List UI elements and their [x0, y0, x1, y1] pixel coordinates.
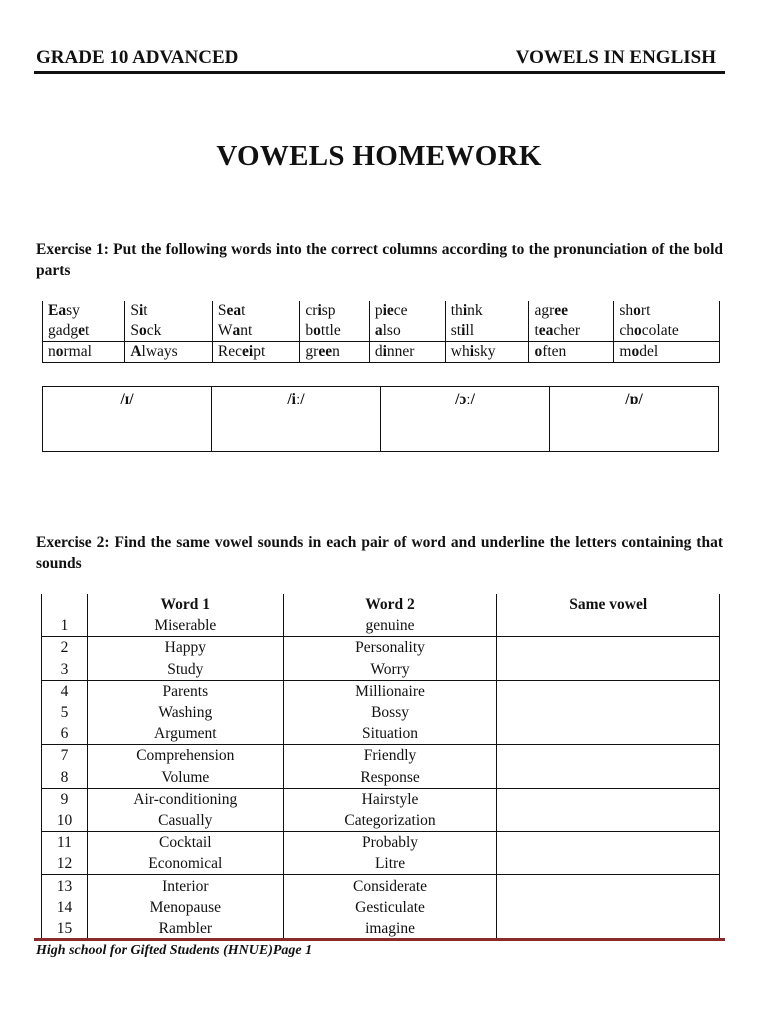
row-number: 1: [42, 615, 88, 637]
word-cell: piece: [369, 301, 445, 321]
word-cell: also: [369, 321, 445, 342]
word-cell: Easy: [43, 301, 125, 321]
word2-cell: Response: [283, 767, 497, 789]
word2-cell: Situation: [283, 723, 497, 745]
word-cell: normal: [43, 342, 125, 363]
word1-cell: Miserable: [87, 615, 283, 637]
word-row: [43, 321, 720, 342]
word1-cell: Study: [87, 659, 283, 681]
word-cell: whisky: [445, 342, 529, 363]
row-number: 14: [42, 897, 88, 918]
table-header-row: [42, 594, 720, 615]
word-cell: Receipt: [212, 342, 300, 363]
word1-cell: Air-conditioning: [87, 788, 283, 810]
word2-cell: Categorization: [283, 810, 497, 832]
exercise2-instruction: Exercise 2: Find the same vowel sounds in each pair of word and underline the letters containing that sounds: [36, 534, 723, 572]
page-title: VOWELS HOMEWORK: [216, 140, 542, 172]
word-cell: agree: [529, 301, 614, 321]
row-number: 6: [42, 723, 88, 745]
ipa-column-header: /ɔː/: [381, 387, 550, 452]
word1-header: Word 1: [87, 594, 283, 615]
word2-cell: Bossy: [283, 702, 497, 723]
row-number: 9: [42, 788, 88, 810]
word1-cell: Rambler: [87, 918, 283, 939]
word2-cell: Friendly: [283, 745, 497, 767]
row-number: 15: [42, 918, 88, 939]
word-cell: chocolate: [614, 321, 720, 342]
word1-cell: Comprehension: [87, 745, 283, 767]
footer-text: High school for Gifted Students (HNUE)Page 1: [36, 943, 313, 958]
word-cell: green: [300, 342, 369, 363]
word-row: [43, 342, 720, 363]
word1-cell: Happy: [87, 637, 283, 659]
exercise1-word-table: [42, 301, 720, 363]
word2-cell: Hairstyle: [283, 788, 497, 810]
word1-cell: Economical: [87, 853, 283, 875]
same-vowel-cell[interactable]: [497, 832, 720, 875]
row-number: 12: [42, 853, 88, 875]
word2-cell: Considerate: [283, 875, 497, 897]
ipa-column-header: /iː/: [212, 387, 381, 452]
row-number: 7: [42, 745, 88, 767]
word-cell: bottle: [300, 321, 369, 342]
same-vowel-cell[interactable]: [497, 875, 720, 939]
word1-cell: Cocktail: [87, 832, 283, 854]
word-cell: crisp: [300, 301, 369, 321]
word-cell: gadget: [43, 321, 125, 342]
word2-cell: imagine: [283, 918, 497, 939]
exercise1-answer-table: [42, 386, 719, 452]
exercise1-instruction: Exercise 1: Put the following words into the correct columns according to the pronunciation of the bold parts: [36, 241, 723, 279]
word-cell: Seat: [212, 301, 300, 321]
table-row: [42, 680, 720, 702]
word-cell: still: [445, 321, 529, 342]
word2-cell: Litre: [283, 853, 497, 875]
same-vowel-cell[interactable]: [497, 680, 720, 745]
word-cell: dinner: [369, 342, 445, 363]
num-header: [42, 594, 88, 615]
row-number: 5: [42, 702, 88, 723]
header-divider: [34, 71, 725, 74]
word-cell: short: [614, 301, 720, 321]
same-vowel-cell[interactable]: [497, 745, 720, 788]
row-number: 2: [42, 637, 88, 659]
word1-cell: Parents: [87, 680, 283, 702]
word-cell: Sock: [125, 321, 213, 342]
row-number: 11: [42, 832, 88, 854]
table-row: [42, 788, 720, 810]
word2-cell: genuine: [283, 615, 497, 637]
row-number: 4: [42, 680, 88, 702]
table-row: [42, 875, 720, 897]
table-row: [42, 637, 720, 659]
exercise2-pairs-table: [41, 594, 720, 940]
row-number: 13: [42, 875, 88, 897]
header-grade: GRADE 10 ADVANCED: [36, 47, 239, 68]
word1-cell: Washing: [87, 702, 283, 723]
row-number: 3: [42, 659, 88, 681]
word1-cell: Casually: [87, 810, 283, 832]
word-cell: Always: [125, 342, 213, 363]
table-row: [42, 832, 720, 854]
same-vowel-header: Same vowel: [497, 594, 720, 637]
word2-cell: Worry: [283, 659, 497, 681]
ipa-column-header: /ɒ/: [550, 387, 719, 452]
word1-cell: Interior: [87, 875, 283, 897]
same-vowel-cell[interactable]: [497, 788, 720, 831]
word-cell: model: [614, 342, 720, 363]
word2-header: Word 2: [283, 594, 497, 615]
row-number: 10: [42, 810, 88, 832]
word-cell: Want: [212, 321, 300, 342]
word-cell: think: [445, 301, 529, 321]
word-cell: teacher: [529, 321, 614, 342]
word2-cell: Personality: [283, 637, 497, 659]
word2-cell: Gesticulate: [283, 897, 497, 918]
word1-cell: Volume: [87, 767, 283, 789]
word-cell: Sit: [125, 301, 213, 321]
word2-cell: Millionaire: [283, 680, 497, 702]
row-number: 8: [42, 767, 88, 789]
ipa-column-header: /ɪ/: [43, 387, 212, 452]
same-vowel-cell[interactable]: [497, 637, 720, 680]
word2-cell: Probably: [283, 832, 497, 854]
footer-divider: [34, 938, 725, 941]
word-row: [43, 301, 720, 321]
word1-cell: Menopause: [87, 897, 283, 918]
word-cell: often: [529, 342, 614, 363]
header-topic: VOWELS IN ENGLISH: [515, 47, 716, 68]
table-row: [42, 745, 720, 767]
word1-cell: Argument: [87, 723, 283, 745]
